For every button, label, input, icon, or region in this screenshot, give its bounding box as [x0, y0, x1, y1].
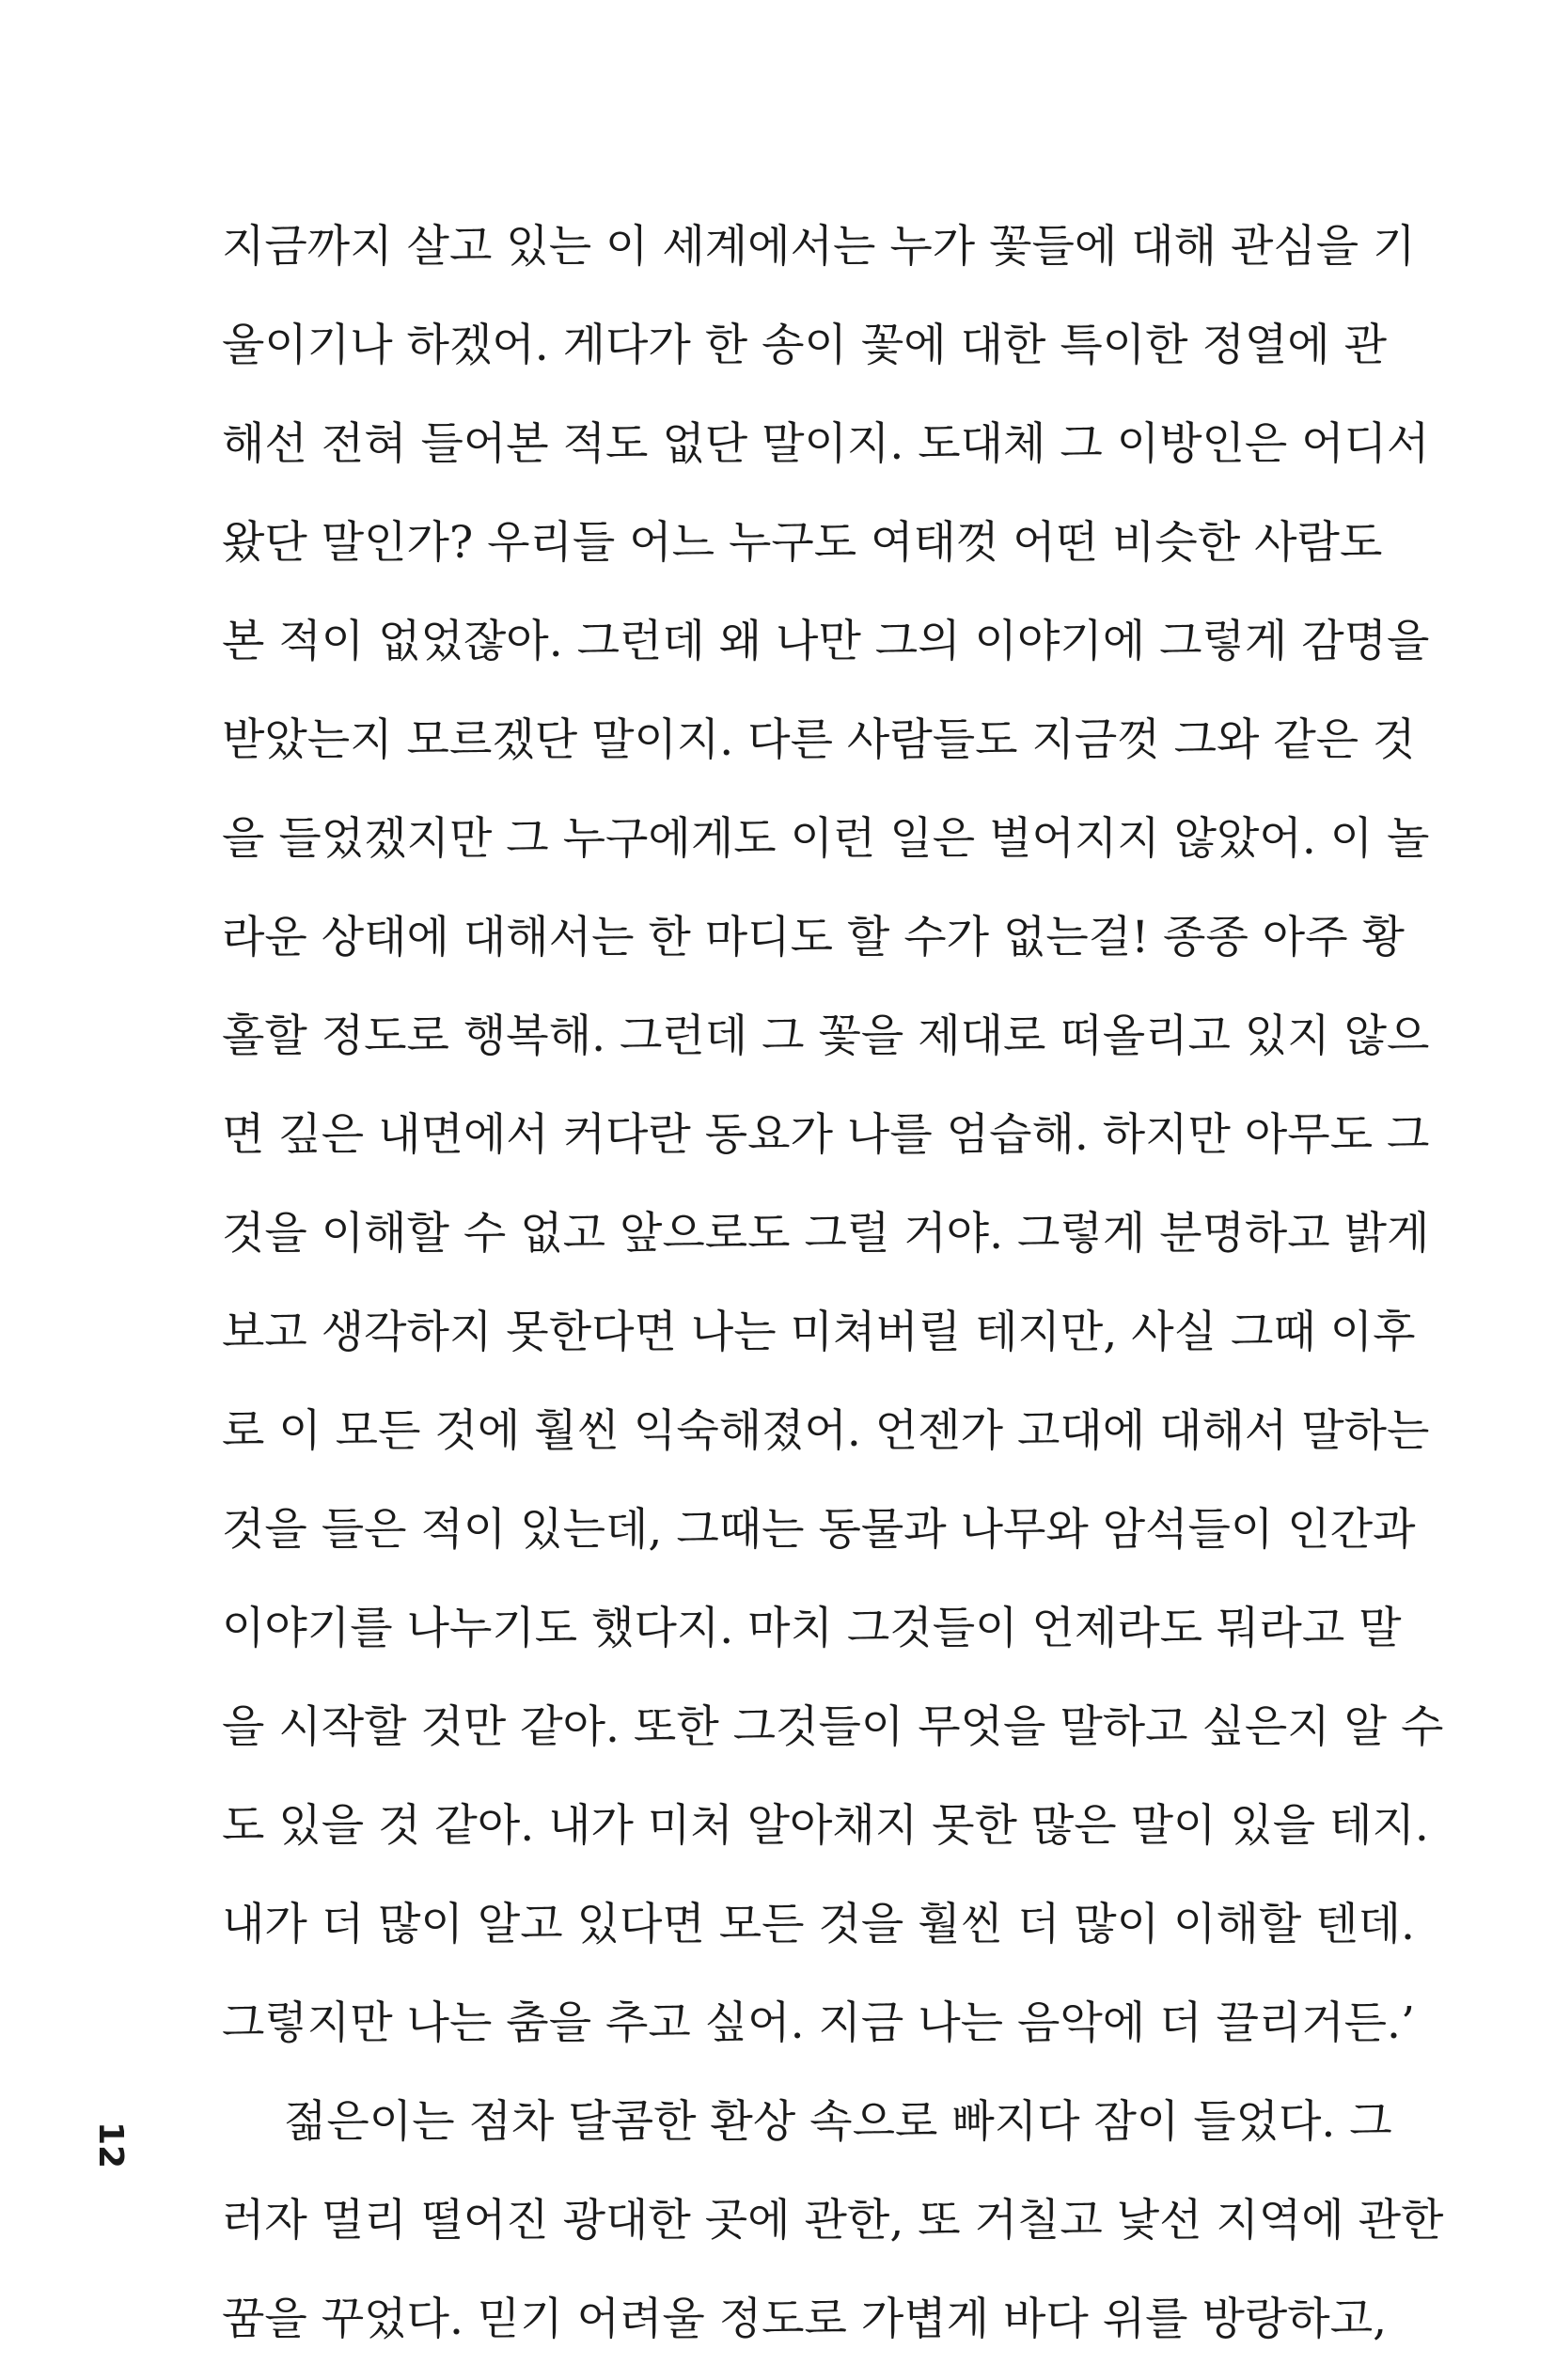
text-line: 이야기를 나누기도 했다지. 마치 그것들이 언제라도 뭐라고 말 [222, 1603, 1402, 1654]
text-line: 것을 들은 적이 있는데, 그때는 동물과 나무와 암석들이 인간과 [222, 1504, 1416, 1556]
text-line: 것을 이해할 수 없고 앞으로도 그럴 거야. 그렇게 분명하고 밝게 [222, 1208, 1430, 1260]
text-line: 울이기나 하겠어. 게다가 한 송이 꽃에 대한 특이한 정열에 관 [222, 320, 1388, 371]
text-line: 젊은이는 점차 달콤한 환상 속으로 빠지다 잠이 들었다. 그 [284, 2096, 1392, 2148]
body-text [222, 209, 1444, 2380]
text-line: 그렇지만 나는 춤을 추고 싶어. 지금 나는 음악에 더 끌리거든.’ [222, 1997, 1415, 2049]
text-line: 을 시작할 것만 같아. 또한 그것들이 무엇을 말하고 싶은지 알 수 [222, 1701, 1444, 1753]
text-line: 해선 전혀 들어본 적도 없단 말이지. 도대체 그 이방인은 어디서 [222, 418, 1430, 470]
text-line: 도 있을 것 같아. 내가 미처 알아채지 못한 많은 말이 있을 테지. [222, 1800, 1429, 1852]
text-line: 로 이 모든 것에 훨씬 익숙해졌어. 언젠가 고대에 대해서 말하는 [222, 1405, 1430, 1457]
text-line: 러자 멀리 떨어진 광대한 곳에 관한, 또 거칠고 낯선 지역에 관한 [222, 2195, 1444, 2247]
text-line: 받았는지 모르겠단 말이지. 다른 사람들도 지금껏 그와 같은 것 [222, 714, 1416, 766]
text-line: 보고 생각하지 못한다면 나는 미쳐버릴 테지만, 사실 그때 이후 [222, 1307, 1416, 1358]
page-number: 12 [91, 2121, 130, 2169]
text-line: 라운 상태에 대해서는 한 마디도 할 수가 없는걸! 종종 아주 황 [222, 912, 1405, 963]
text-line: 면 깊은 내면에서 커다란 동요가 나를 엄습해. 하지만 아무도 그 [222, 1109, 1430, 1161]
text-line: 내가 더 많이 알고 있다면 모든 것을 훨씬 더 많이 이해할 텐데. [222, 1899, 1415, 1950]
text-line: 본 적이 없었잖아. 그런데 왜 나만 그의 이야기에 그렇게 감명을 [222, 616, 1430, 667]
text-line: 지금까지 살고 있는 이 세계에서는 누가 꽃들에 대해 관심을 기 [222, 221, 1416, 273]
text-line: 을 들었겠지만 그 누구에게도 이런 일은 벌어지지 않았어. 이 놀 [222, 813, 1430, 865]
text-line: 왔단 말인가? 우리들 어느 누구도 여태껏 어떤 비슷한 사람도 [222, 517, 1383, 569]
text-line: 홀할 정도로 행복해. 그런데 그 꽃을 제대로 떠올리고 있지 않으 [222, 1010, 1430, 1062]
text-line: 꿈을 꾸었다. 믿기 어려울 정도로 가볍게 바다 위를 방랑하고, [222, 2294, 1388, 2345]
